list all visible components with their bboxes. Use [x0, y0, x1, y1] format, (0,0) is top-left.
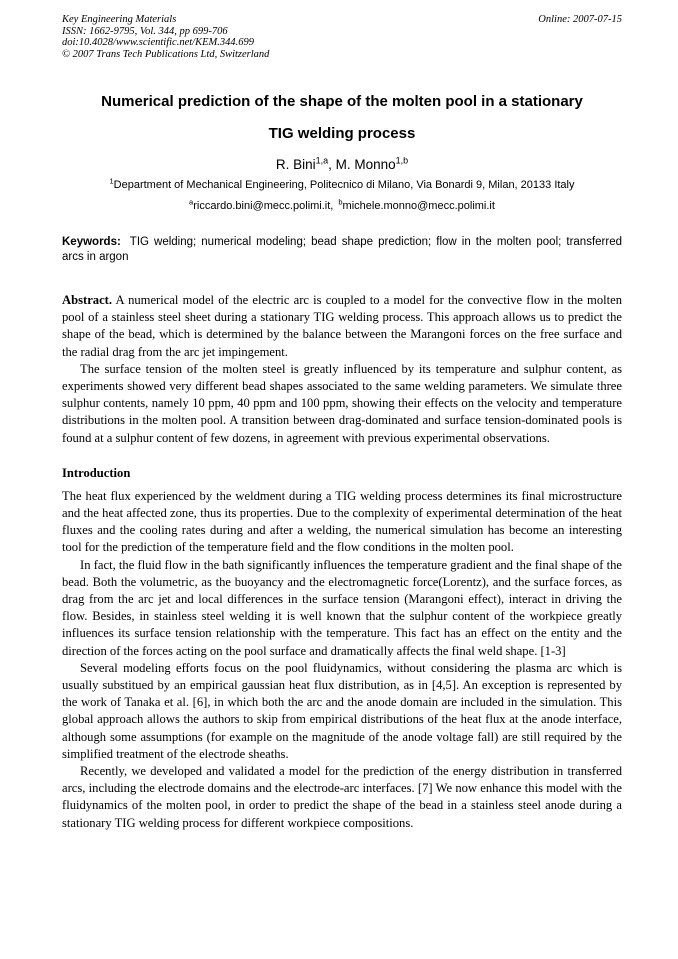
email-author-2: michele.monno@mecc.polimi.it — [342, 200, 495, 212]
journal-header — [62, 14, 622, 60]
issn-volume-pages: ISSN: 1662-9795, Vol. 344, pp 699-706 — [62, 25, 228, 37]
journal-header-left — [62, 14, 269, 60]
author-separator: , — [328, 157, 336, 172]
author-1: R. Bini — [275, 157, 316, 172]
online-date: Online: 2007-07-15 — [538, 14, 622, 25]
abstract-paragraph-1-text: A numerical model of the electric arc is coupled to a model for the convective flow in the molten pool of a stainless steel sheet during a stationary TIG welding process. This approach allows us to predict the shape of the bead, which is determined by the balance between the Marangoni forces on the free surface and the radial drag from the arc jet impingement. — [62, 293, 622, 359]
keywords-block — [62, 235, 622, 265]
keywords-label: Keywords: — [62, 236, 121, 248]
author-emails — [62, 197, 622, 212]
author-list — [62, 157, 622, 172]
email-a-superscript: a — [189, 197, 194, 207]
paper-title — [62, 86, 622, 150]
introduction-paragraph-1: The heat flux experienced by the weldment during a TIG welding process determines its final microstructure and the heat affected zone, thus its properties. Due to the complexity of experimental determination of the heat fluxes and the cooling rates during and after a welding, the numerical simulation has become an interesting tool for the prediction of the temperature field and the flow conditions in the molten pool. — [62, 488, 622, 555]
email-b-superscript: b — [338, 197, 343, 207]
abstract-paragraph-1 — [62, 292, 622, 361]
journal-name: Key Engineering Materials — [62, 14, 177, 25]
keywords-text: TIG welding; numerical modeling; bead shape prediction; flow in the molten pool; transferred arcs in argon — [62, 236, 622, 263]
abstract-paragraph-2: The surface tension of the molten steel is greatly influenced by its temperature and sulphur content, as experiments showed very different bead shapes associated to the same welding parameters. We simulate three sulphur contents, namely 10 ppm, 40 ppm and 100 ppm, showing their effects on the velocity and temperature distributions in the molten pool. A transition between drag-dominated and surface tension-dominated pools is found at a sulphur content of few dozens, in agreement with previous experimental observations. — [62, 361, 622, 445]
affiliation-text: Department of Mechanical Engineering, Politecnico di Milano, Via Bonardi 9, Milan, 20133 Italy — [113, 179, 575, 191]
introduction-paragraph-4: Recently, we developed and validated a model for the prediction of the energy distribution in transferred arcs, including the electrode domains and the electrode-arc interfaces. [7] We now enhance this model with the fluidynamics of the molten pool, in order to predict the shape of the bead in a stainless steel anode during a stationary TIG welding process for different workpiece compositions. — [62, 764, 622, 830]
introduction-section — [62, 488, 622, 832]
author-1-superscript: 1,a — [315, 155, 329, 166]
abstract-label: Abstract. — [62, 293, 113, 307]
introduction-paragraph-3: Several modeling efforts focus on the pool fluidynamics, without considering the plasma arc which is usually substitued by an empirical gaussian heat flux distribution, as in [4,5]. An exception is represented by the work of Tanaka et al. [6], in which both the arc and the anode domain are included in the simulation. This global approach allows the authors to skip from empirical distributions of the heat flux at the anode interface, although some assumptions (for example on the magnitude of the anode voltage fall) are still required by the simplified treatment of the electrode sheaths. — [62, 660, 622, 761]
introduction-paragraph-2: In fact, the fluid flow in the bath significantly influences the temperature gradient and the final shape of the bead. Both the volumetric, as the buoyancy and the electromagnetic force(Lorentz), and the surface forces, as drag from the arc jet and local differences in the surface tension (Marangoni effect), interact in driving the flow. Besides, in stainless steel welding it is well known that the sulphur content of the workpiece greatly influences its surface tension relationship with the temperature. This fact has an effect on the entity and the direction of the forces acting on the pool surface and dramatically affects the final weld shape. [1-3] — [62, 557, 622, 658]
paper-title-line2: TIG welding process — [268, 125, 416, 142]
copyright-line: © 2007 Trans Tech Publications Ltd, Switzerland — [62, 48, 270, 60]
doi-line: doi:10.4028/www.scientific.net/KEM.344.699 — [62, 37, 254, 48]
email-author-1: riccardo.bini@mecc.polimi.it, — [193, 200, 334, 212]
paper-title-line1: Numerical prediction of the shape of the molten pool in a stationary — [101, 93, 583, 110]
abstract-section — [62, 292, 622, 447]
author-2: M. Monno — [335, 157, 396, 172]
affiliation-superscript: 1 — [109, 176, 114, 186]
introduction-heading: Introduction — [62, 465, 131, 480]
affiliation — [62, 176, 622, 191]
author-2-superscript: 1,b — [395, 155, 409, 166]
